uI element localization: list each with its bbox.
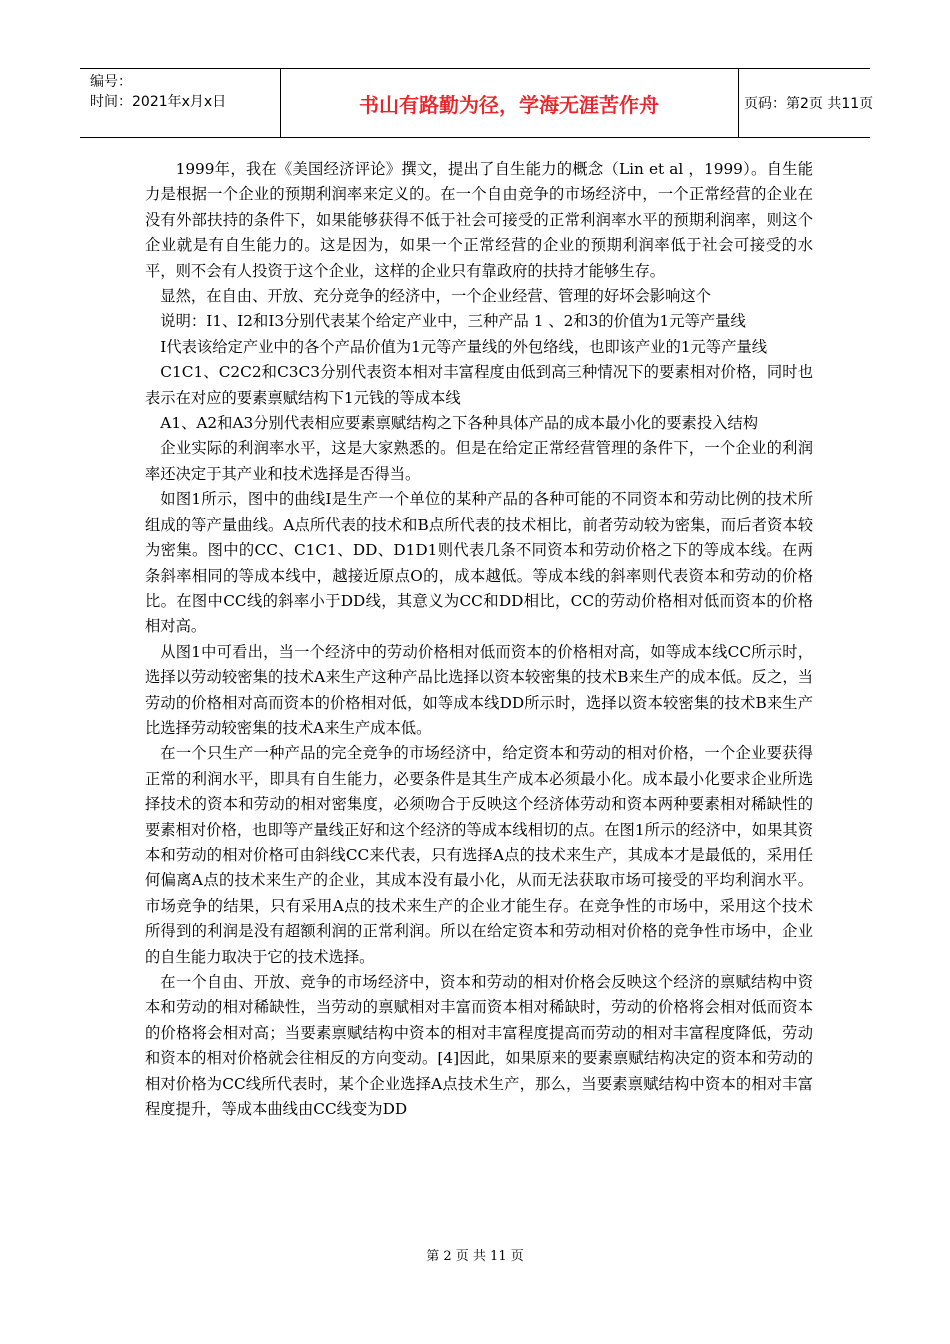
header-motto: 书山有路勤为径，学海无涯苦作舟 xyxy=(359,93,659,117)
page-footer: 第 2 页 共 11 页 xyxy=(426,1249,524,1264)
page-header xyxy=(80,68,874,138)
paragraph: 企业实际的利润率水平，这是大家熟悉的。但是在给定正常经营管理的条件下，一个企业的利润率还决定于其产业和技术选择是否得当。 xyxy=(145,439,813,483)
paragraph: 显然，在自由、开放、充分竞争的经济中，一个企业经营、管理的好坏会影响这个 xyxy=(160,287,711,306)
document-id-label: 编号： xyxy=(90,74,132,90)
figure-note: C1C1、C2C2和C3C3分别代表资本相对丰富程度由低到高三种情况下的要素相对价格，同时也表示在对应的要素禀赋结构下1元钱的等成本线 xyxy=(145,363,813,407)
paragraph: 从图1中可看出，当一个经济中的劳动价格相对低而资本的价格相对高，如等成本线CC所示时，选择以劳动较密集的技术A来生产这种产品比选择以资本较密集的技术B来生产的成本低。反之，当劳动的价格相对高而资本的价格相对低，如等成本线DD所示时，选择以资本较密集的技术B来生产比选择劳动较密集的技术A来生产成本低。 xyxy=(145,642,813,737)
header-motto-cell xyxy=(280,69,739,137)
figure-note: A1、A2和A3分别代表相应要素禀赋结构之下各种具体产品的成本最小化的要素投入结构 xyxy=(160,414,759,433)
figure-note: 说明：I1、I2和I3分别代表某个给定产业中，三种产品 1 、2和3的价值为1元等产量线 xyxy=(160,312,746,331)
paragraph: 1999年，我在《美国经济评论》撰文，提出了自生能力的概念（Lin et al ，1999）。自生能力是根据一个企业的预期利润率来定义的。在一个自由竞争的市场经济中，一个正常经营的企业在没有外部扶持的条件下，如果能够获得不低于社会可接受的正常利润率水平的预期利润率，则这个企业就是有自生能力的。这是因为，如果一个正常经营的企业的预期利润率低于社会可接受的水平，则不会有人投资于这个企业，这样的企业只有靠政府的扶持才能够生存。 xyxy=(145,160,813,280)
paragraph: 如图1所示，图中的曲线I是生产一个单位的某种产品的各种可能的不同资本和劳动比例的技术所组成的等产量曲线。A点所代表的技术和B点所代表的技术相比，前者劳动较为密集，而后者资本较为密集。图中的CC、C1C1、DD、D1D1则代表几条不同资本和劳动价格之下的等成本线。在两条斜率相同的等成本线中，越接近原点O的，成本越低。等成本线的斜率则代表资本和劳动的价格比。在图中CC线的斜率小于DD线，其意义为CC和DD相比，CC的劳动价格相对低而资本的价格相对高。 xyxy=(145,490,813,636)
header-page-code: 页码：第2页 共11页 xyxy=(744,96,874,112)
header-page-cell xyxy=(738,69,874,137)
document-body xyxy=(145,157,813,1122)
paragraph: 在一个自由、开放、竞争的市场经济中，资本和劳动的相对价格会反映这个经济的禀赋结构中资本和劳动的相对稀缺性，当劳动的禀赋相对丰富而资本相对稀缺时，劳动的价格将会相对低而资本的价格将会相对高；当要素禀赋结构中资本的相对丰富程度提高而劳动的相对丰富程度降低，劳动和资本的相对价格就会往相反的方向变动。[4]因此，如果原来的要素禀赋结构决定的资本和劳动的相对价格为CC线所代表时，某个企业选择A点技术生产，那么，当要素禀赋结构中资本的相对丰富程度提升，等成本曲线由CC线变为DD xyxy=(145,973,813,1119)
document-time-label: 时间：2021年x月x日 xyxy=(90,94,227,110)
header-info-cell xyxy=(80,69,281,137)
paragraph: 在一个只生产一种产品的完全竞争的市场经济中，给定资本和劳动的相对价格，一个企业要获得正常的利润水平，即具有自生能力，必要条件是其生产成本必须最小化。成本最小化要求企业所选择技术的资本和劳动的相对密集度，必须吻合于反映这个经济体劳动和资本两种要素相对稀缺性的要素相对价格，也即等产量线正好和这个经济的等成本线相切的点。在图1所示的经济中，如果其资本和劳动的相对价格可由斜线CC来代表，只有选择A点的技术来生产，其成本才是最低的，采用任何偏离A点的技术来生产的企业，其成本没有最小化，从而无法获取市场可接受的平均利润水平。市场竞争的结果，只有采用A点的技术来生产的企业才能生存。在竞争性的市场中，采用这个技术所得到的利润是没有超额利润的正常利润。所以在给定资本和劳动相对价格的竞争性市场中，企业的自生能力取决于它的技术选择。 xyxy=(145,744,813,966)
figure-note: I代表该给定产业中的各个产品价值为1元等产量线的外包络线，也即该产业的1元等产量线 xyxy=(160,337,768,356)
